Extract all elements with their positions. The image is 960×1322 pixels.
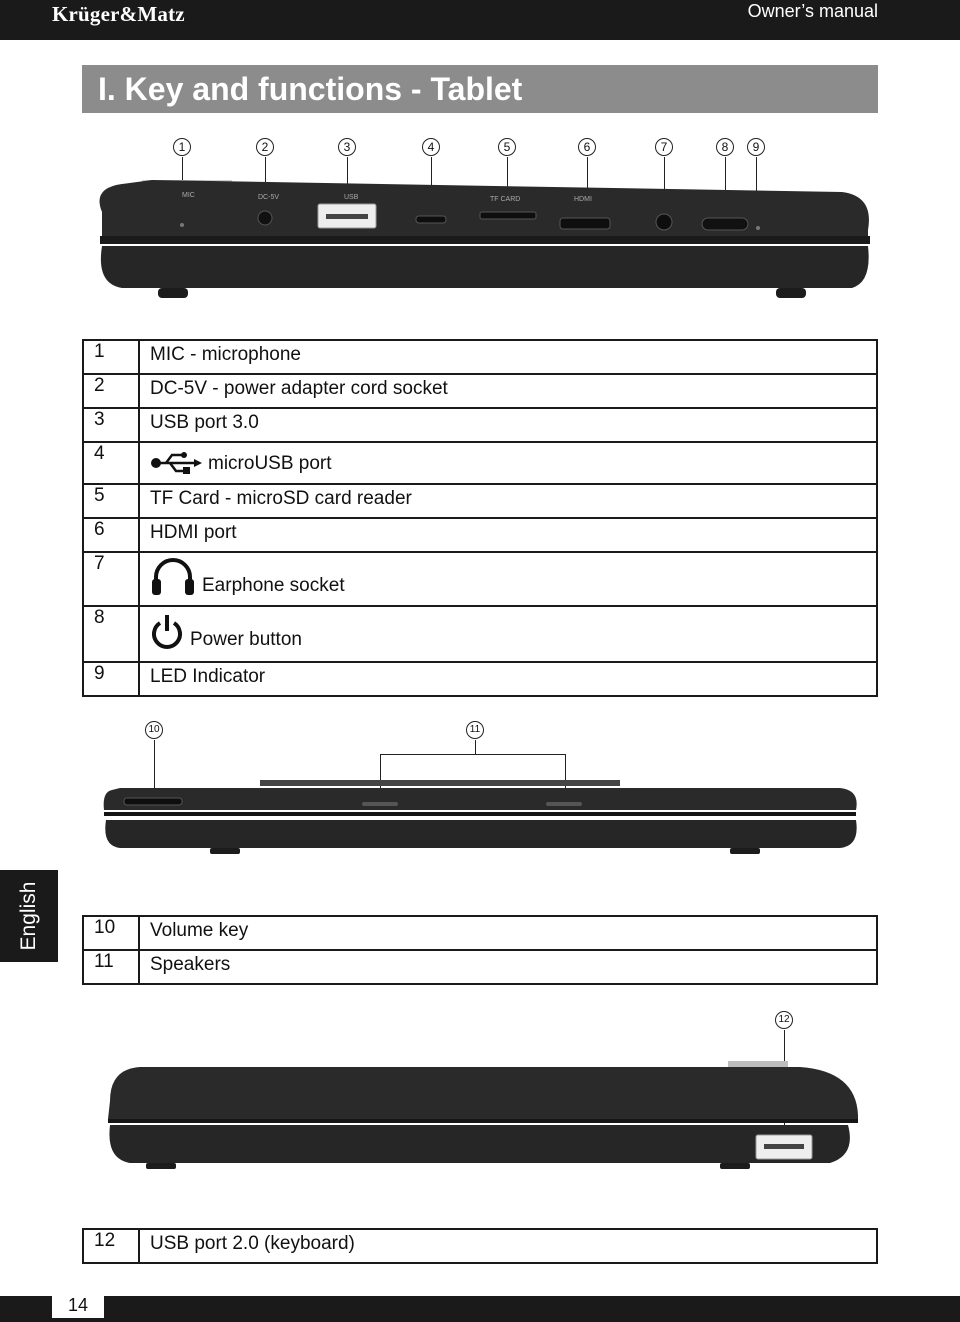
tablet-upper-body (100, 180, 869, 238)
manual-label: Owner’s manual (747, 1, 878, 21)
callout-7: 7 (655, 138, 673, 156)
row-description: LED Indicator (139, 662, 877, 696)
row-number: 4 (83, 442, 139, 484)
row-number: 7 (83, 552, 139, 606)
row-number: 2 (83, 374, 139, 408)
row-description: DC-5V - power adapter cord socket (139, 374, 877, 408)
row-number: 1 (83, 340, 139, 374)
callout-2: 2 (256, 138, 274, 156)
tablet-top-side-image (82, 172, 878, 307)
callout-5: 5 (498, 138, 516, 156)
front-keys-table (82, 915, 878, 985)
ports-table (82, 339, 878, 697)
row-number: 6 (83, 518, 139, 552)
led-indicator (756, 226, 760, 230)
dc-socket (258, 211, 272, 225)
table-row (83, 950, 877, 984)
tablet-front-lower (105, 820, 856, 848)
header-bar (0, 0, 960, 40)
callout-6: 6 (578, 138, 596, 156)
row-description: MIC - microphone (139, 340, 877, 374)
label-mic: MIC (182, 192, 195, 199)
table-row (83, 374, 877, 408)
row-description: TF Card - microSD card reader (139, 484, 877, 518)
row-description: Volume key (139, 916, 877, 950)
table-row (83, 340, 877, 374)
row-number: 9 (83, 662, 139, 696)
mic-hole (180, 223, 184, 227)
earphone-label: Earphone socket (202, 575, 345, 596)
power-label: Power button (190, 629, 302, 650)
row-number: 11 (83, 950, 139, 984)
row-description (139, 552, 877, 606)
speaker-right (546, 802, 582, 806)
leader-11-bracket (380, 754, 565, 755)
tablet-side-lower (109, 1125, 849, 1163)
row-number: 3 (83, 408, 139, 442)
callout-10: 10 (145, 721, 163, 739)
row-description: USB port 3.0 (139, 408, 877, 442)
label-tf: TF CARD (490, 196, 521, 203)
section-title: I. Key and functions - Tablet (98, 71, 523, 107)
row-description (139, 442, 877, 484)
row-description: HDMI port (139, 518, 877, 552)
tablet-side-upper (108, 1067, 858, 1119)
table-row (83, 662, 877, 696)
row-number: 5 (83, 484, 139, 518)
side-port-table (82, 1228, 878, 1264)
leader-11 (475, 740, 476, 754)
power-key (702, 218, 748, 230)
headphone-icon (150, 557, 196, 597)
callout-11: 11 (466, 721, 484, 739)
table-row (83, 552, 877, 606)
callout-8: 8 (716, 138, 734, 156)
row-number: 10 (83, 916, 139, 950)
table-row (83, 484, 877, 518)
callout-3: 3 (338, 138, 356, 156)
table-row (83, 606, 877, 662)
callout-12: 12 (775, 1011, 793, 1029)
footer-bar (0, 1296, 960, 1322)
hdmi-port (560, 218, 610, 229)
tablet-front-upper (104, 788, 857, 810)
label-usb: USB (344, 194, 359, 201)
table-row (83, 518, 877, 552)
table-row (83, 408, 877, 442)
usb-icon (150, 451, 202, 475)
section-title-bar (82, 65, 878, 113)
table-row (83, 916, 877, 950)
callout-9: 9 (747, 138, 765, 156)
page-number: 14 (52, 1292, 104, 1318)
tablet-right-side-image (100, 1055, 870, 1175)
label-hdmi: HDMI (574, 196, 592, 203)
power-icon (150, 611, 184, 651)
row-number: 8 (83, 606, 139, 662)
language-label: English (17, 881, 40, 951)
table-row (83, 1229, 877, 1263)
label-dc: DC-5V (258, 194, 280, 201)
speaker-left (362, 802, 398, 806)
callout-4: 4 (422, 138, 440, 156)
microusb-label: microUSB port (208, 453, 332, 474)
language-tab (0, 870, 58, 962)
row-number: 12 (83, 1229, 139, 1263)
microusb-port (416, 216, 446, 223)
tablet-lower-body (101, 246, 869, 288)
volume-key (124, 798, 182, 805)
brand-logo: Krüger&Matz (52, 2, 185, 26)
tf-card-slot (480, 212, 536, 219)
row-description: USB port 2.0 (keyboard) (139, 1229, 877, 1263)
row-description (139, 606, 877, 662)
callout-1: 1 (173, 138, 191, 156)
row-description: Speakers (139, 950, 877, 984)
tablet-front-side-image (100, 776, 860, 856)
earphone-jack (656, 214, 672, 230)
table-row (83, 442, 877, 484)
